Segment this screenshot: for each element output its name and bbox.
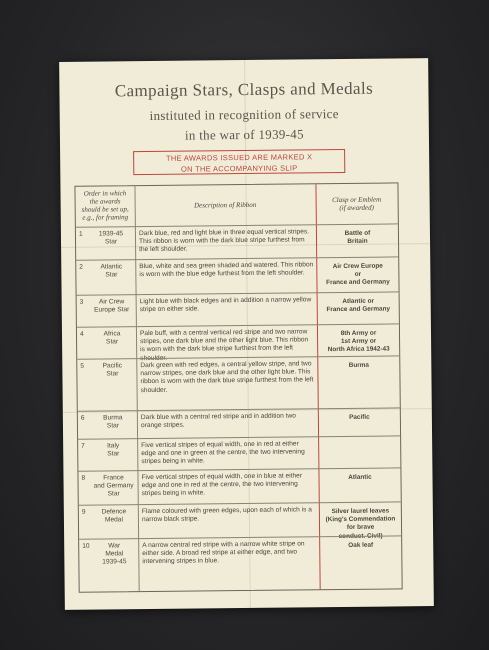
- award-name: [90, 474, 136, 502]
- clasp-line: North Africa 1942-43: [327, 345, 390, 354]
- award-name: [89, 330, 135, 356]
- clasp-or-emblem: [321, 413, 398, 435]
- ribbon-description: Dark blue, red and light blue in three equal vertical stripes. This ribbon is worn with the dark blue stripe furthest from the left shoulder.: [138, 228, 310, 254]
- award-name-line: Air Crew: [98, 298, 125, 306]
- award-name-line: Star: [105, 271, 118, 279]
- award-name-line: 1939-45: [102, 558, 127, 566]
- document-title: Campaign Stars, Clasps and Medals: [114, 78, 374, 101]
- ribbon-description: A narrow central red stripe with a narrow white stripe on either side. A broad red stripe at either edge, and two intervening stripes in blue.: [142, 540, 305, 566]
- clasp-or-emblem: [320, 361, 397, 407]
- award-name-line: War: [108, 542, 121, 550]
- award-name-line: Defence: [101, 508, 127, 516]
- award-number: 7: [81, 442, 85, 450]
- award-name-line: Burma: [103, 414, 123, 422]
- award-name-line: Pacific: [102, 362, 123, 370]
- award-number: 8: [81, 474, 86, 482]
- clasp-or-emblem: [321, 473, 398, 501]
- award-name-line: Star: [106, 422, 120, 430]
- clasp-or-emblem: [319, 262, 396, 291]
- award-name: [89, 362, 135, 408]
- clasp-line: France and Germany: [326, 305, 391, 314]
- notice-line: THE AWARDS ISSUED ARE MARKED X: [165, 152, 313, 163]
- award-name-line: Medal: [104, 516, 123, 524]
- award-number: 2: [79, 263, 84, 271]
- notice-line: ON THE ACCOMPANYING SLIP: [180, 163, 298, 174]
- clasp-line: Atlantic or: [342, 297, 374, 305]
- header-clasp: Clasp or Emblem (if awarded): [332, 195, 382, 213]
- clasp-line: 1st Army or: [340, 337, 377, 346]
- award-number: 5: [80, 362, 85, 370]
- clasp-line: 8th Army or: [340, 329, 377, 338]
- ribbon-description: Five vertical stripes of equal width, one in red at either edge and one in green at the centre, the two intervening stripes being in white.: [141, 440, 305, 466]
- clasp-line: Oak leaf: [348, 541, 374, 549]
- header-order: Order in which the awards should be set up, e.g., for framing: [81, 189, 129, 222]
- clasp-line: France and Germany: [326, 278, 390, 287]
- award-name-line: Star: [107, 450, 120, 458]
- clasp-line: or: [354, 271, 362, 279]
- document-subtitle-year: in the war of 1939-45: [184, 126, 304, 143]
- clasp-line: Atlantic: [348, 473, 372, 481]
- document-subtitle: instituted in recognition of service: [149, 106, 339, 124]
- clasp-or-emblem: [320, 329, 397, 355]
- award-name-line: Star: [106, 370, 119, 378]
- award-name: [91, 542, 137, 589]
- clasp-or-emblem: [321, 441, 398, 467]
- award-name-line: and Germany: [93, 482, 134, 490]
- clasp-line: (King's Commendation for brave: [325, 515, 396, 532]
- award-name-line: Italy: [107, 442, 120, 450]
- clasp-line: Battle of: [344, 229, 371, 237]
- award-name-line: Atlantic: [100, 263, 123, 271]
- award-name-line: 1939-45: [98, 230, 124, 238]
- clasp-line: Burma: [348, 361, 369, 369]
- clasp-line: Pacific: [349, 413, 370, 421]
- award-name-line: Star: [105, 338, 119, 346]
- clasp-line: Silver laurel leaves: [331, 507, 390, 516]
- ribbon-description: Dark blue with a central red stripe and in addition two orange stripes.: [140, 412, 296, 430]
- award-name-line: Africa: [103, 330, 121, 338]
- clasp-or-emblem: [319, 229, 396, 256]
- clasp-line: [321, 441, 398, 442]
- award-name-line: Star: [104, 238, 118, 246]
- clasp-or-emblem: [322, 541, 399, 588]
- award-name-line: Medal: [105, 550, 124, 558]
- clasp-line: [321, 441, 398, 442]
- ribbon-description: Blue, white and sea green shaded and watered. This ribbon is worn with the blue edge furthest from the left shoulder.: [139, 261, 314, 279]
- awards-notice-box: [133, 149, 345, 175]
- award-name-line: Europe Star: [94, 306, 130, 314]
- award-name-line: Star: [107, 490, 120, 498]
- clasp-or-emblem: [320, 297, 397, 323]
- header-description: Description of Ribbon: [194, 200, 257, 210]
- award-number: 10: [82, 542, 90, 550]
- clasp-line: [321, 441, 398, 442]
- ribbon-description: Pale buff, with a central vertical red stripe and two narrow stripes, one dark blue and the other light blue. This ribbon is worn with the dark blue stripe furthest from the left shoulder.: [139, 328, 309, 362]
- ribbon-description: Dark green with red edges, a central yellow stripe, and two narrow stripes, one dark blue and the other light blue. This ribbon is worn with the dark blue stripe furthest from the left shoulder.: [140, 360, 314, 394]
- award-name: [88, 263, 134, 292]
- award-name: [89, 298, 135, 324]
- award-name-line: France: [103, 474, 124, 482]
- award-number: 4: [79, 330, 84, 338]
- ribbon-description: Flame coloured with green edges, upon each of which is a narrow black stripe.: [141, 506, 312, 524]
- award-name: [88, 230, 134, 257]
- document-sheet: [59, 58, 434, 610]
- clasp-line: [321, 441, 398, 442]
- award-number: 9: [81, 508, 86, 516]
- clasp-line: conduct. Civil): [338, 532, 383, 540]
- ribbon-description: Five vertical stripes of equal width, one in blue at either edge and one in red at the centre, the two intervening stripes being in white.: [141, 472, 303, 498]
- award-name: [91, 508, 137, 536]
- awards-table: [74, 182, 402, 592]
- clasp-or-emblem: [322, 507, 399, 540]
- clasp-line: Air Crew Europe: [332, 262, 383, 271]
- clasp-line: Britain: [347, 237, 368, 246]
- award-name: [90, 442, 136, 468]
- award-number: 6: [80, 414, 85, 422]
- award-number: 3: [79, 298, 84, 306]
- ribbon-description: Light blue with black edges and in addition a narrow yellow stripe on either side.: [139, 296, 312, 314]
- award-name: [90, 414, 136, 436]
- award-number: 1: [78, 230, 83, 238]
